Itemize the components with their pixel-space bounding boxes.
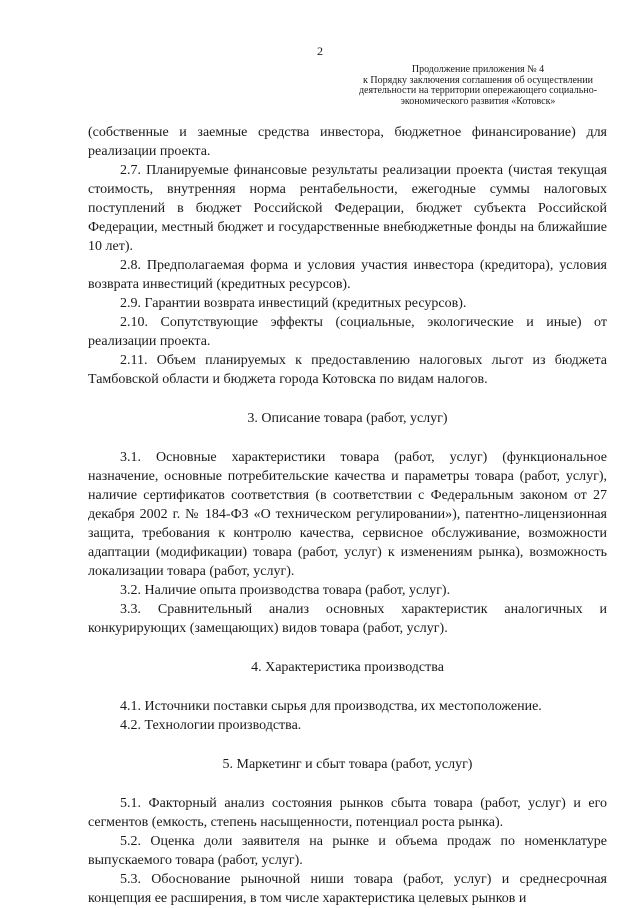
paragraph-4-1: 4.1. Источники поставки сырья для производства, их местоположение. <box>120 699 542 714</box>
section-3-heading: 3. Описание товара (работ, услуг) <box>247 411 448 426</box>
paragraph-3-3: 3.3. Сравнительный анализ основных характеристик аналогичных и конкурирующих (замещающих) видов товара (работ, услуг). <box>88 602 607 636</box>
appendix-header-note <box>347 65 609 107</box>
paragraph-3-1: 3.1. Основные характеристики товара (работ, услуг) (функциональное назначение, основные потребительские качества и параметры товара (работ, услуг), наличие сертификатов соответствия (в соответствии с Федеральным законом от 27 декабря 2002 г. № 184-ФЗ «О техническом регулировании»), патентно-лицензионная защита, требования к контролю качества, сервисное обслуживание, возможности адаптации (модификации) товара (работ, услуг) к изменениям рынка), возможность локализации товара (работ, услуг). <box>88 450 607 579</box>
section-5-heading: 5. Маркетинг и сбыт товара (работ, услуг) <box>222 757 473 772</box>
paragraph: (собственные и заемные средства инвестора, бюджетное финансирование) для реализации проекта. <box>88 125 607 159</box>
paragraph-2-11: 2.11. Объем планируемых к предоставлению налоговых льгот из бюджета Тамбовской области и бюджета города Котовска по видам налогов. <box>88 353 607 387</box>
paragraph-2-7: 2.7. Планируемые финансовые результаты реализации проекта (чистая текущая стоимость, внутренняя норма рентабельности, ежегодные суммы налоговых поступлений в бюджет Российской Федерации, бюджет субъекта Российской Федерации, местный бюджет и государственные внебюджетные фонды на ближайшие 10 лет). <box>88 163 607 254</box>
header-note-line: экономического развития «Котовск» <box>400 95 556 107</box>
paragraph-4-2: 4.2. Технологии производства. <box>120 718 302 733</box>
paragraph-5-3: 5.3. Обоснование рыночной ниши товара (работ, услуг) и среднесрочная концепция ее расширения, в том числе характеристика целевых рынков и <box>88 872 607 906</box>
header-note-line: Продолжение приложения № 4 <box>411 64 545 75</box>
page-number: 2 <box>317 44 323 58</box>
paragraph-5-2: 5.2. Оценка доли заявителя на рынке и объема продаж по номенклатуре выпускаемого товара (работ, услуг). <box>88 834 607 868</box>
paragraph-2-8: 2.8. Предполагаемая форма и условия участия инвестора (кредитора), условия возврата инвестиций (кредитных ресурсов). <box>88 258 607 292</box>
paragraph-2-9: 2.9. Гарантии возврата инвестиций (кредитных ресурсов). <box>120 296 467 311</box>
paragraph-3-2: 3.2. Наличие опыта производства товара (работ, услуг). <box>120 583 451 598</box>
section-4-heading: 4. Характеристика производства <box>251 660 444 675</box>
paragraph-2-10: 2.10. Сопутствующие эффекты (социальные, экологические и иные) от реализации проекта. <box>88 315 607 349</box>
header-note-line: к Порядку заключения соглашения об осуществлении <box>363 74 593 86</box>
header-note-line: деятельности на территории опережающего социально- <box>358 85 598 96</box>
paragraph-5-1: 5.1. Факторный анализ состояния рынков сбыта товара (работ, услуг) и его сегментов (емкость, степень насыщенности, потенциал роста рынка). <box>88 796 607 830</box>
document-body <box>88 123 607 908</box>
